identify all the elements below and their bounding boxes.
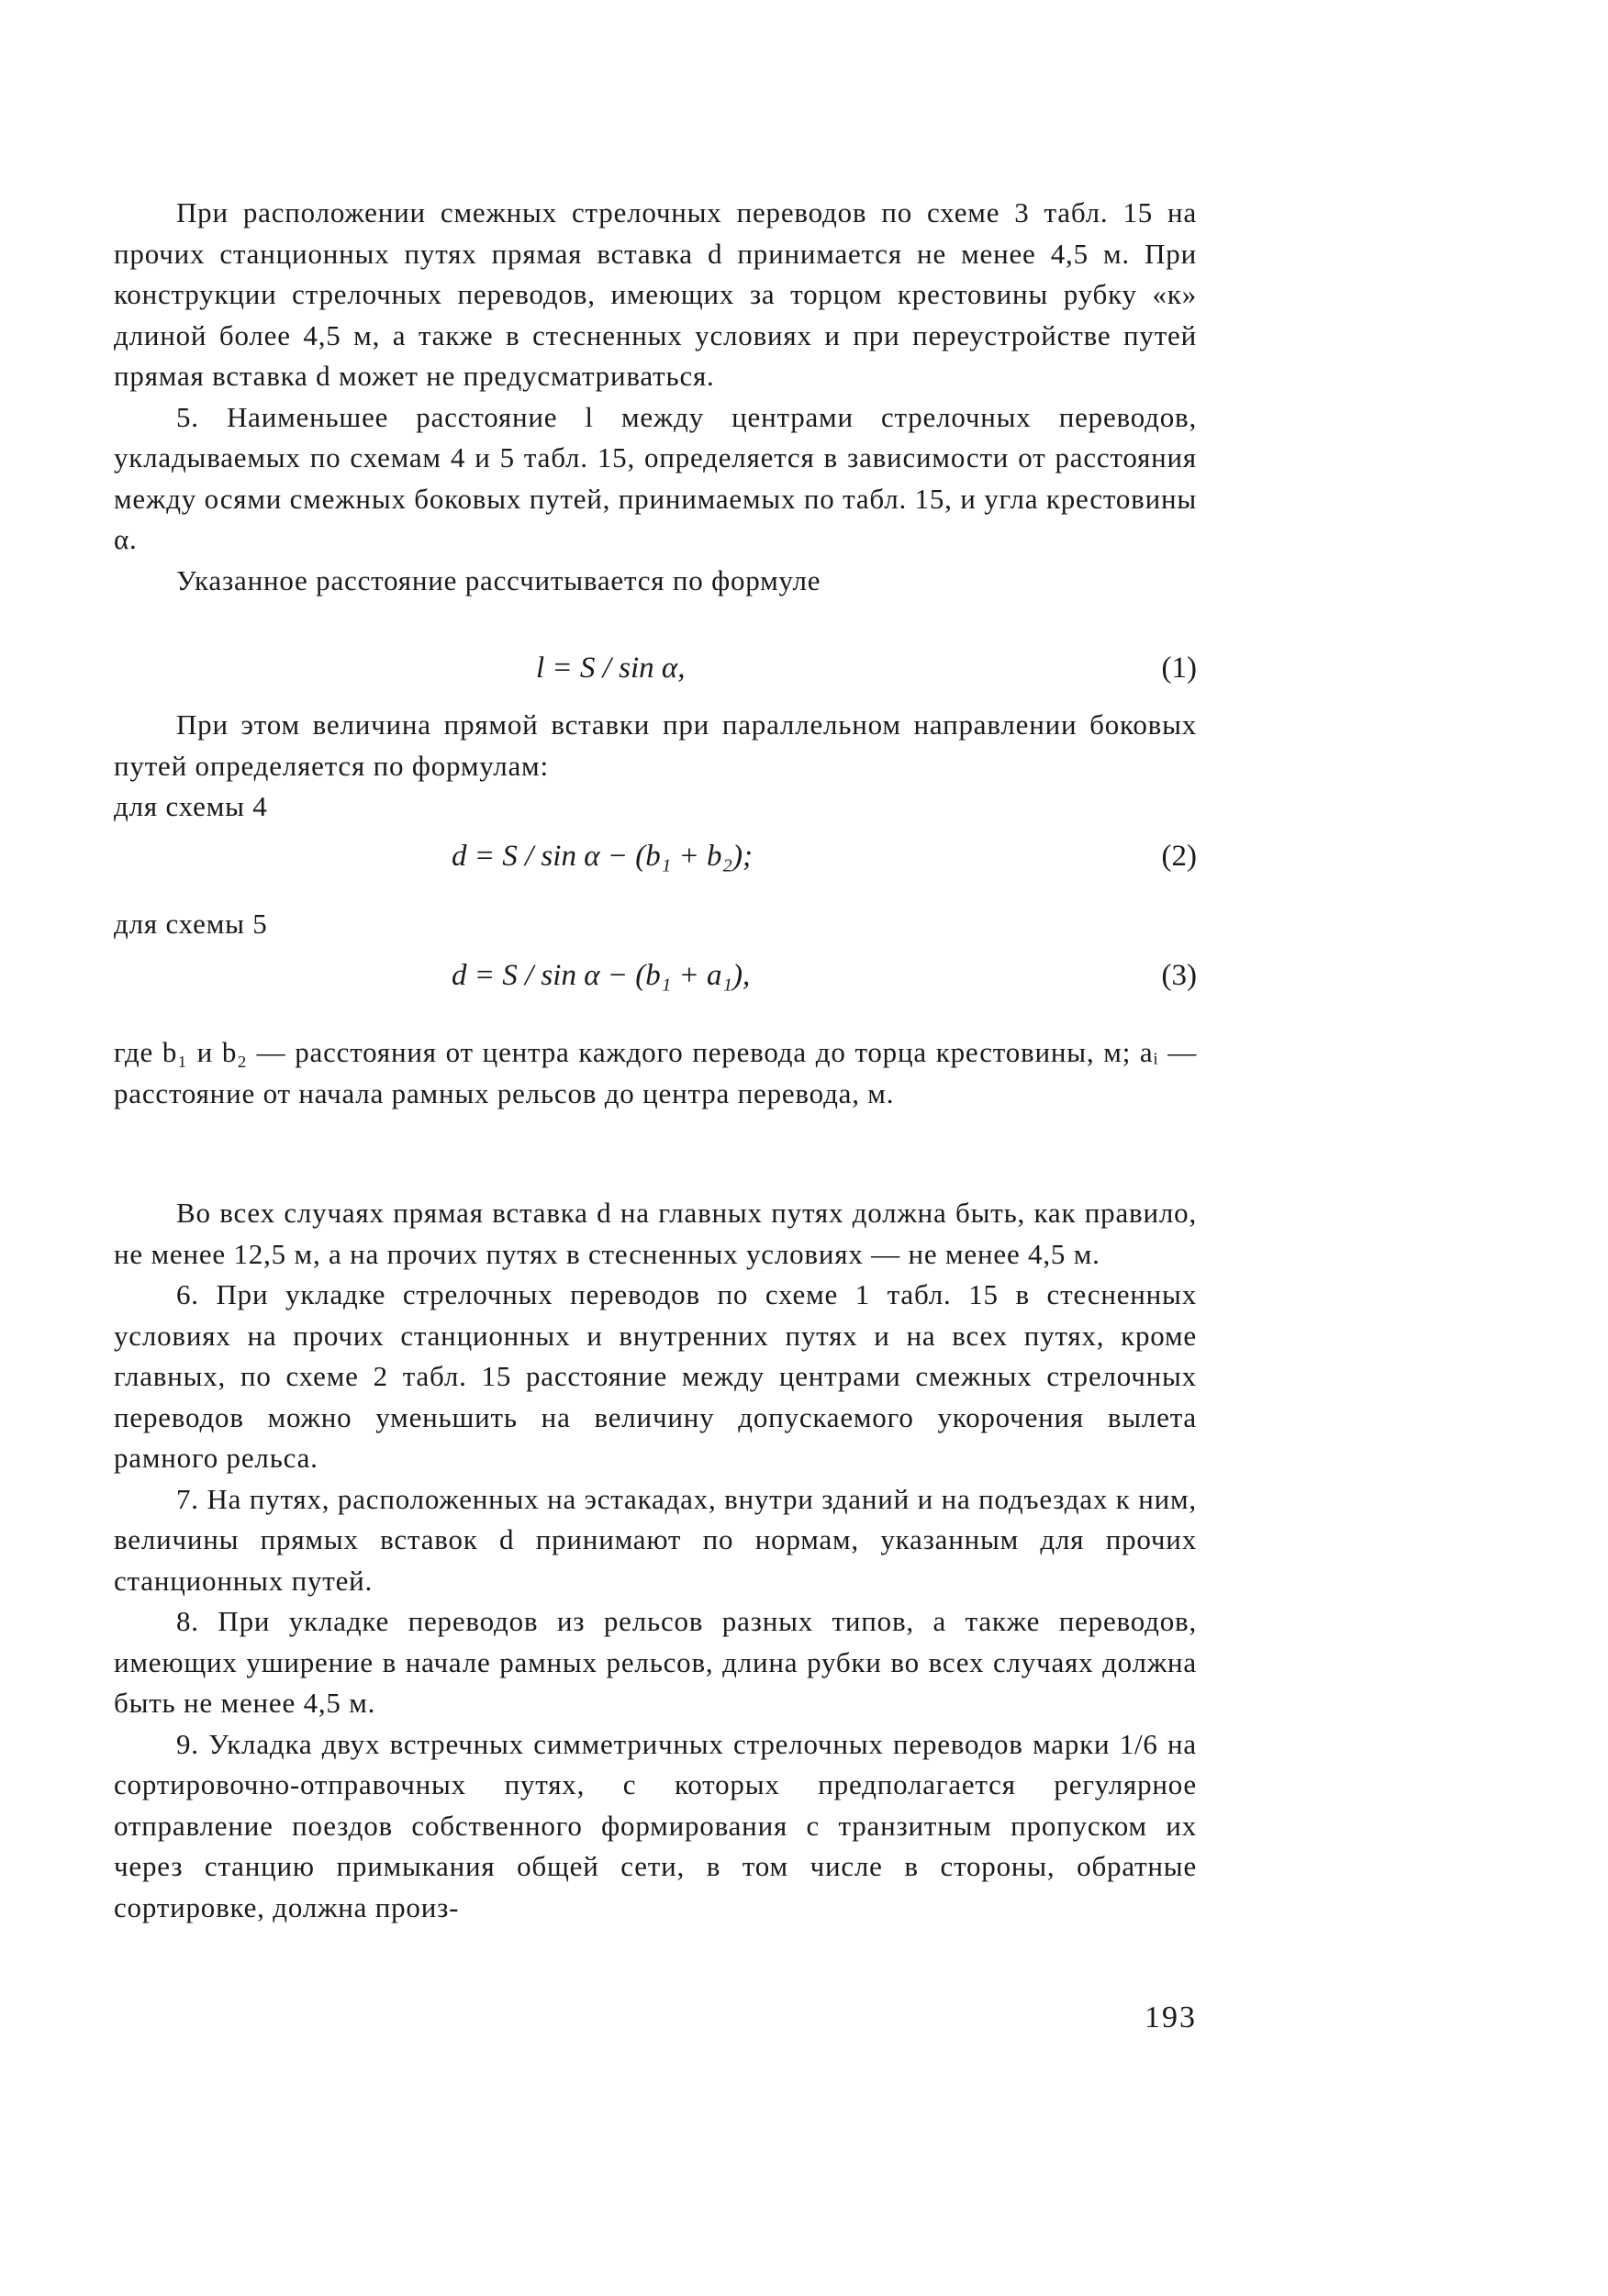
formula-3-expression: d = S / sin α − (b₁ + a₁), xyxy=(452,959,751,992)
formula-1-expression: l = S / sin α, xyxy=(536,652,686,685)
paragraph-intro xyxy=(114,193,1197,601)
formula-3-number: (3) xyxy=(1161,959,1197,992)
page-number: 193 xyxy=(1145,2001,1197,2034)
paragraph-item-7: 7. На путях, расположенных на эстакадах, внутри зданий и на подъездах к ним, величины прямых вставок d принимают по нормам, указанным для прочих станционных путей. xyxy=(114,1482,1197,1597)
paragraph-scheme-3: При расположении смежных стрелочных переводов по схеме 3 табл. 15 на прочих станционных путях прямая вставка d принимается не менее 4,5 м. При конструкции стрелочных переводов, имеющих за торцом крестовины рубку «к» длиной более 4,5 м, а также в стесненных условиях и при переустройстве путей прямая вставка d может не предусматриваться. xyxy=(114,196,1197,392)
paragraph-item-9: 9. Укладка двух встречных симметричных стрелочных переводов марки 1/6 на сортировочно-отправочных путях, с которых предполагается регулярное отправление поездов собственного формирования с транзитным пропуском их через станцию примыкания общей сети, в том числе в стороны, обратные сортировке, должна произ- xyxy=(114,1727,1197,1923)
label-scheme-4: для схемы 4 xyxy=(114,790,268,822)
formula-2-expression: d = S / sin α − (b₁ + b₂); xyxy=(452,840,753,873)
paragraph-group-4 xyxy=(114,1193,1197,1928)
formula-2 xyxy=(114,840,1197,886)
paragraph-item-5: 5. Наименьшее расстояние l между центрами стрелочных переводов, укладываемых по схемам 4 и 5 табл. 15, определяется в зависимости от расстояния между осями смежных боковых путей, принимаемых по табл. 15, и угла крестовины α. xyxy=(114,400,1197,555)
paragraph-group-3 xyxy=(114,904,1197,945)
formula-1-number: (1) xyxy=(1161,652,1197,685)
paragraph-item-8: 8. При укладке переводов из рельсов разных типов, а также переводов, имеющих уширение в начале рамных рельсов, длина рубки во всех случаях должна быть не менее 4,5 м. xyxy=(114,1605,1197,1719)
paragraph-parallel: При этом величина прямой вставки при параллельном направлении боковых путей определяется по формулам: xyxy=(114,708,1197,782)
paragraph-group-2 xyxy=(114,705,1197,828)
label-scheme-5: для схемы 5 xyxy=(114,908,268,940)
paragraph-all-cases: Во всех случаях прямая вставка d на главных путях должна быть, как правило, не менее 12,5 м, а на прочих путях в стесненных условиях — не менее 4,5 м. xyxy=(114,1197,1197,1270)
paragraph-item-6: 6. При укладке стрелочных переводов по схеме 1 табл. 15 в стесненных условиях на прочих станционных и внутренних путях и на всех путях, кроме главных, по схеме 2 табл. 15 расстояние между центрами смежных стрелочных переводов можно уменьшить на величину допускаемого укорочения вылета рамного рельса. xyxy=(114,1278,1197,1474)
paragraph-definitions xyxy=(114,1032,1197,1114)
formula-1 xyxy=(114,652,1197,697)
formula-2-number: (2) xyxy=(1161,840,1197,873)
paragraph-where: где b₁ и b₂ — расстояния от центра каждого перевода до торца крестовины, м; aᵢ — расстояние от начала рамных рельсов до центра перевода, м. xyxy=(114,1036,1197,1109)
paragraph-formula-intro: Указанное расстояние рассчитывается по формуле xyxy=(176,563,821,596)
formula-3 xyxy=(114,959,1197,1005)
